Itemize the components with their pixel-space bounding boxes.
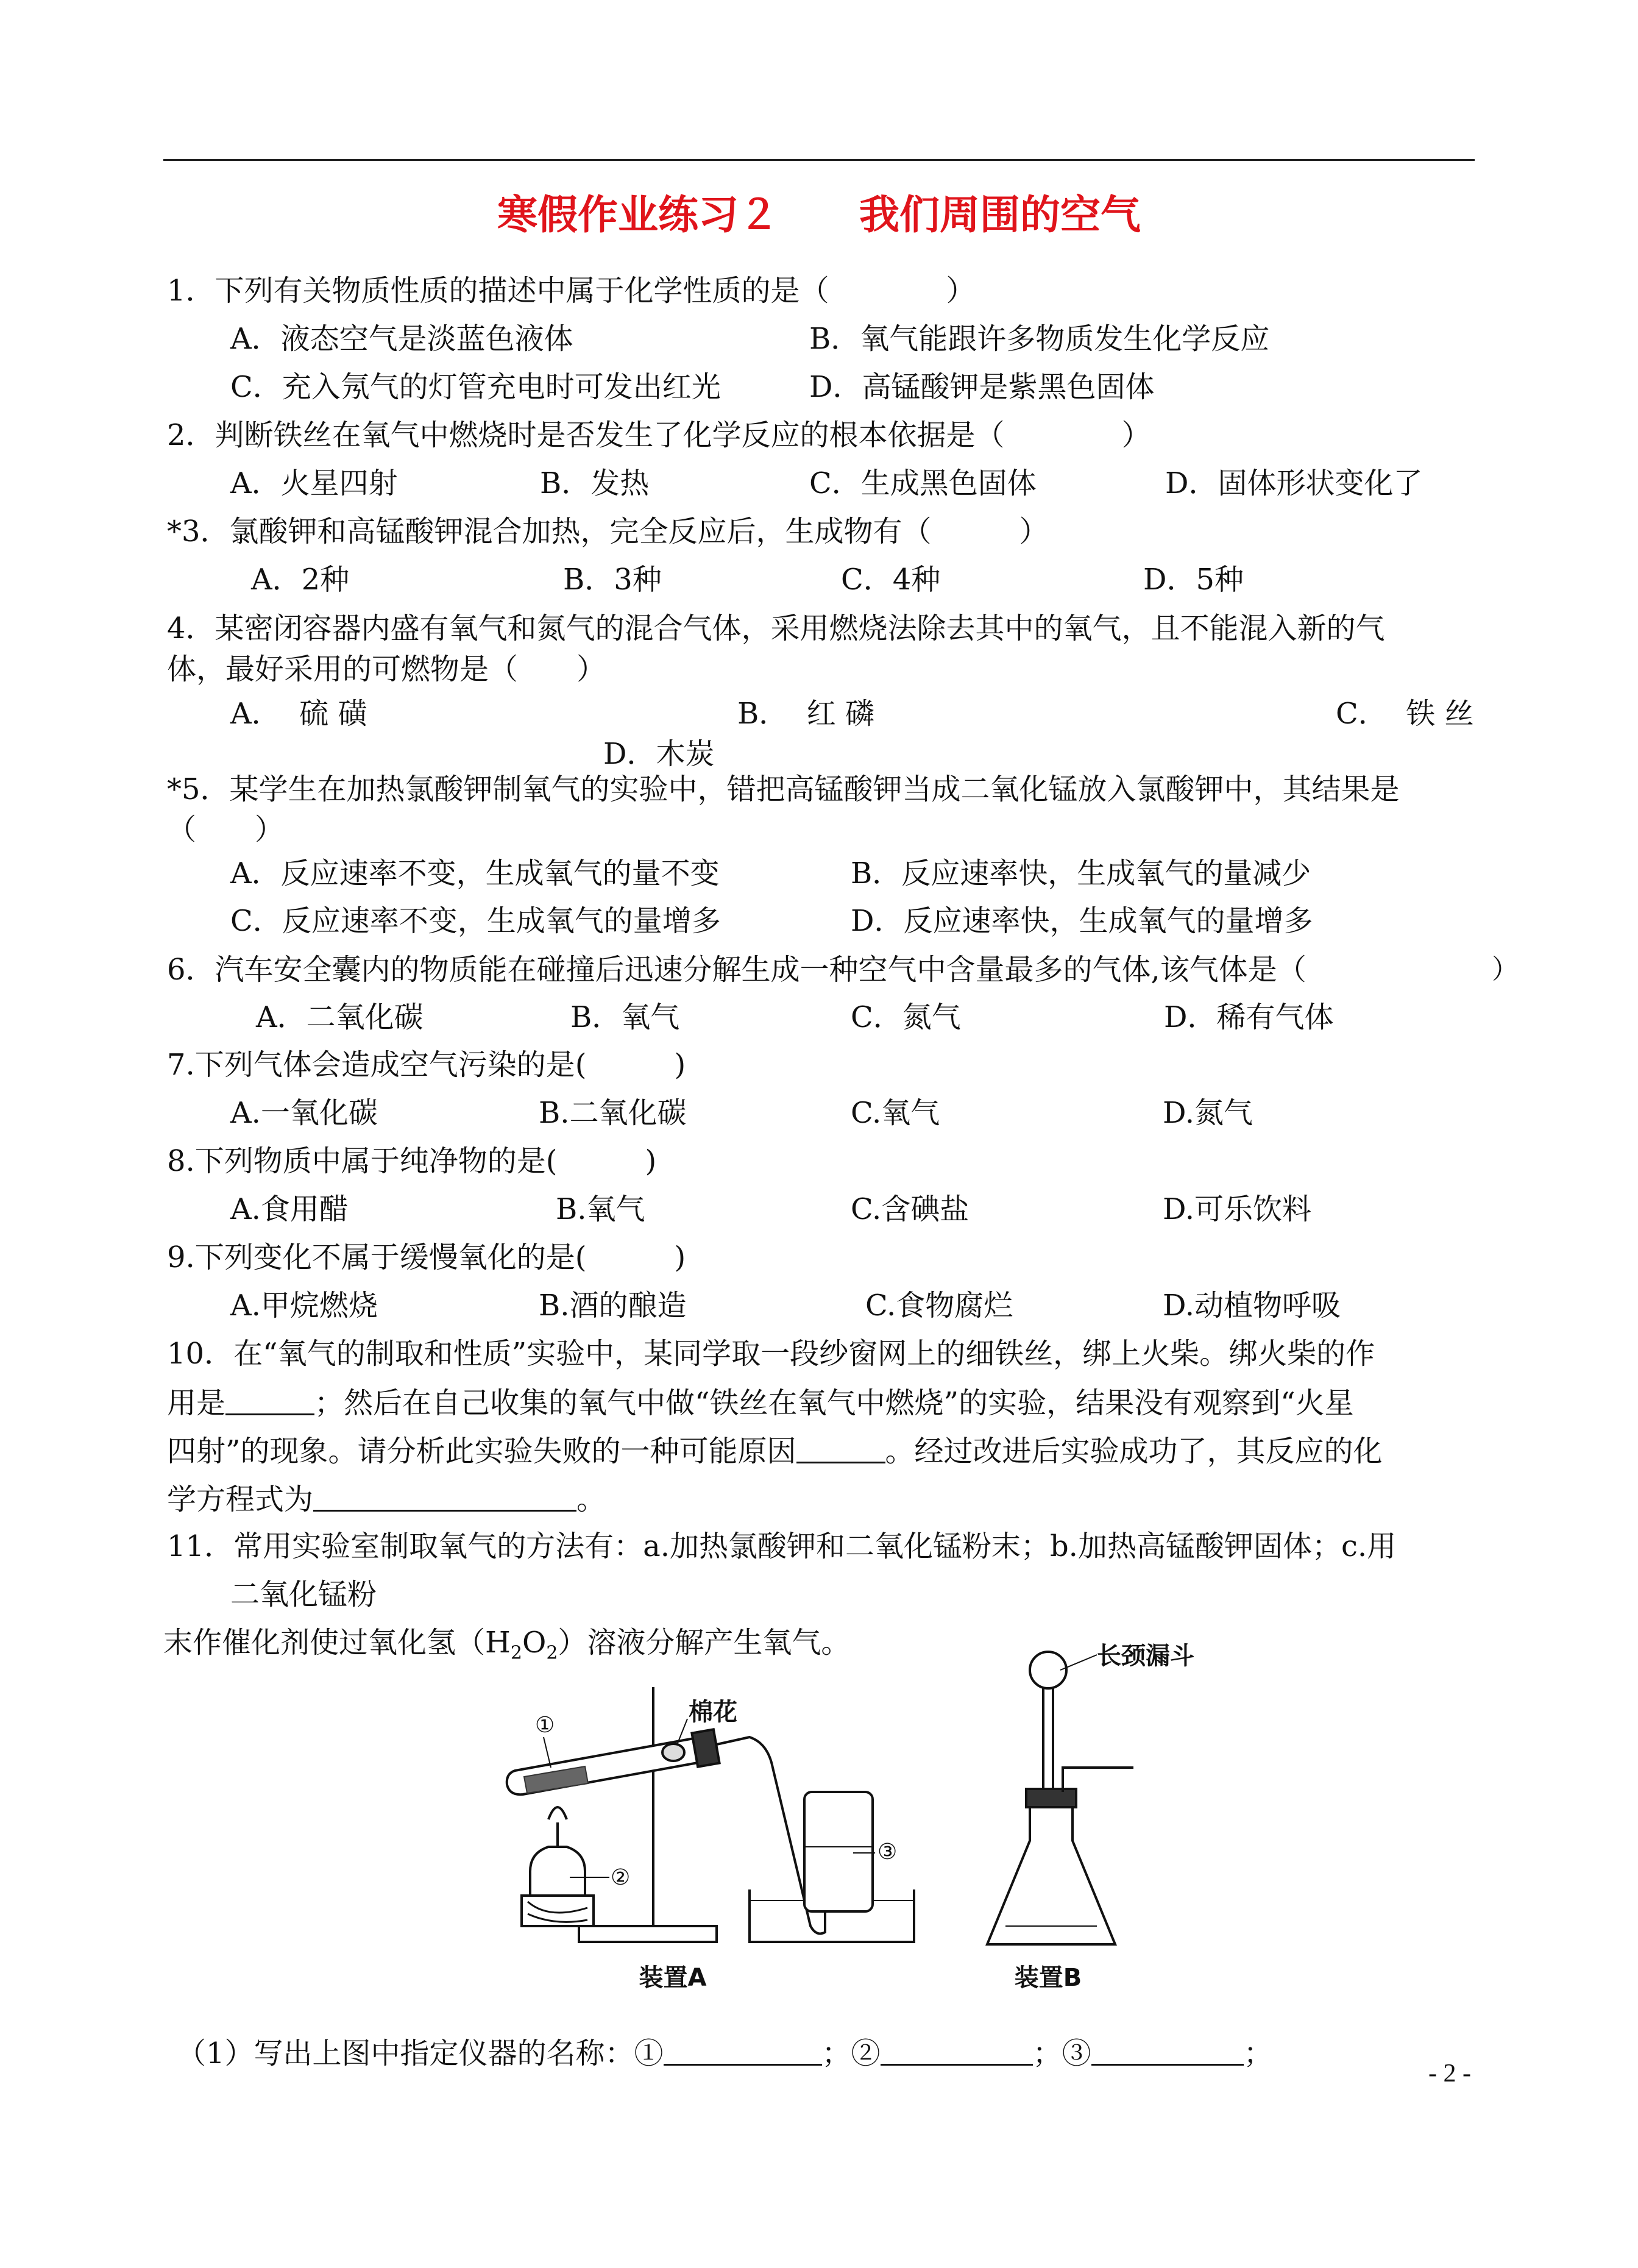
q9-option-b: B.酒的酿造 xyxy=(539,1289,687,1323)
q2-stem: 2．判断铁丝在氧气中燃烧时是否发生了化学反应的根本依据是（ ） xyxy=(167,418,1151,452)
q10-line4: 学方程式为 。 xyxy=(167,1479,606,1518)
q9-option-d: D.动植物呼吸 xyxy=(1163,1289,1341,1323)
q7-option-b: B.二氧化碳 xyxy=(539,1096,687,1130)
label-cotton: 棉花 xyxy=(689,1698,737,1726)
q6-stem: 6．汽车安全囊内的物质能在碰撞后迅速分解生成一种空气中含量最多的气体,该气体是（ xyxy=(167,953,1306,987)
q3-option-b: B．3种 xyxy=(563,563,662,597)
q8-stem: 8.下列物质中属于纯净物的是( ) xyxy=(167,1144,657,1178)
q11-line3: 末作催化剂使过氧化氢$(H_2O_2)$溶液分解产生氧气。 xyxy=(163,1626,851,1664)
q3-option-c: C．4种 xyxy=(841,563,941,597)
q10-line2: 用是 ；然后在自己收集的氧气中做“铁丝在氧气中燃烧”的实验，结果没有观察到“火星 xyxy=(167,1383,1354,1422)
q11-line2: 二氧化锰粉 xyxy=(230,1577,377,1612)
q1-option-c: C．充入氖气的灯管充电时可发出红光 xyxy=(230,370,721,404)
q6-close-paren: ） xyxy=(1492,954,1519,985)
label-marker-2: ② xyxy=(611,1865,631,1890)
q1-stem: 1．下列有关物质性质的描述中属于化学性质的是（ ） xyxy=(167,274,976,308)
q11-blank-2[interactable] xyxy=(881,2033,1033,2066)
caption-apparatus-a: 装置A xyxy=(639,1964,707,1992)
q8-option-a: A.食用醋 xyxy=(230,1192,349,1226)
q9-stem: 9.下列变化不属于缓慢氧化的是( ) xyxy=(167,1240,686,1274)
q2-option-a: A．火星四射 xyxy=(230,466,398,500)
q6-option-b: B．氧气 xyxy=(570,1000,680,1034)
q11-subquestion-1: （1）写出上图中指定仪器的名称：① ；② ；③ ； xyxy=(177,2033,1273,2072)
page-number: - 2 - xyxy=(1428,2060,1471,2088)
q5-option-b: B．反应速率快，生成氧气的量减少 xyxy=(851,856,1311,890)
q8-option-c: C.含碘盐 xyxy=(851,1192,970,1226)
q1-option-a: A．液态空气是淡蓝色液体 xyxy=(230,322,573,356)
q10-line1: 10．在“氧气的制取和性质”实验中，某同学取一段纱窗网上的细铁丝，绑上火柴。绑火柴的作 xyxy=(167,1337,1375,1371)
label-marker-3: ③ xyxy=(878,1840,898,1865)
q4-option-d: D．木炭 xyxy=(603,737,715,771)
q1-option-b: B．氧气能跟许多物质发生化学反应 xyxy=(809,322,1270,356)
q11-line1: 11．常用实验室制取氧气的方法有：a.加热氯酸钾和二氧化锰粉末；b.加热高锰酸钾固体；c.用 xyxy=(167,1529,1397,1563)
page-title: 寒假作业练习２ 我们周围的空气 xyxy=(497,191,1141,238)
apparatus-b xyxy=(987,1652,1133,1944)
q5-stem-line2: （ ） xyxy=(167,812,285,847)
q5-option-a: A．反应速率不变，生成氧气的量不变 xyxy=(230,856,720,890)
q1-option-d: D．高锰酸钾是紫黑色固体 xyxy=(809,370,1155,404)
q5-stem-line1: *5．某学生在加热氯酸钾制氧气的实验中，错把高锰酸钾当成二氧化锰放入氯酸钾中，其结果是 xyxy=(167,772,1400,806)
q9-option-c: C.食物腐烂 xyxy=(865,1289,1013,1323)
label-funnel: 长颈漏斗 xyxy=(1097,1642,1194,1670)
q7-stem: 7.下列气体会造成空气污染的是( ) xyxy=(167,1048,686,1082)
q11-blank-1[interactable] xyxy=(664,2033,822,2066)
q9-option-a: A.甲烷燃烧 xyxy=(230,1289,378,1323)
q2-option-d: D．固体形状变化了 xyxy=(1165,466,1423,500)
q10-line3: 四射”的现象。请分析此实验失败的一种可能原因 。经过改进后实验成功了，其反应的化 xyxy=(167,1431,1383,1470)
q4-stem-line2: 体，最好采用的可燃物是（ ） xyxy=(167,652,606,686)
q3-option-a: A．2种 xyxy=(251,563,350,597)
q2-option-c: C．生成黑色固体 xyxy=(809,466,1037,500)
q7-option-c: C.氧气 xyxy=(851,1096,940,1130)
q4-option-b: B． 红 磷 xyxy=(737,697,875,731)
q8-option-b: B.氧气 xyxy=(556,1192,645,1226)
q6-option-a: A．二氧化碳 xyxy=(256,1000,424,1034)
q4-stem-line1: 4．某密闭容器内盛有氧气和氮气的混合气体，采用燃烧法除去其中的氧气，且不能混入新的气 xyxy=(167,611,1385,645)
q8-option-d: D.可乐饮料 xyxy=(1163,1192,1312,1226)
q7-option-d: D.氮气 xyxy=(1163,1096,1253,1130)
q2-option-b: B．发热 xyxy=(540,466,650,500)
q5-option-c: C．反应速率不变，生成氧气的量增多 xyxy=(230,904,721,938)
q4-option-c: C． 铁 丝 xyxy=(1336,697,1474,731)
q7-option-a: A.一氧化碳 xyxy=(230,1096,378,1130)
q6-option-c: C．氮气 xyxy=(851,1000,961,1034)
q3-option-d: D．5种 xyxy=(1143,563,1244,597)
q3-stem: *3．氯酸钾和高锰酸钾混合加热，完全反应后，生成物有（ ） xyxy=(167,514,1049,549)
q6-option-d: D．稀有气体 xyxy=(1164,1000,1334,1034)
q11-blank-3[interactable] xyxy=(1091,2033,1244,2066)
q5-option-d: D．反应速率快，生成氧气的量增多 xyxy=(851,904,1313,938)
caption-apparatus-b: 装置B xyxy=(1014,1964,1082,1992)
label-marker-1: ① xyxy=(535,1713,555,1738)
q4-option-a: A． 硫 磺 xyxy=(230,697,367,731)
